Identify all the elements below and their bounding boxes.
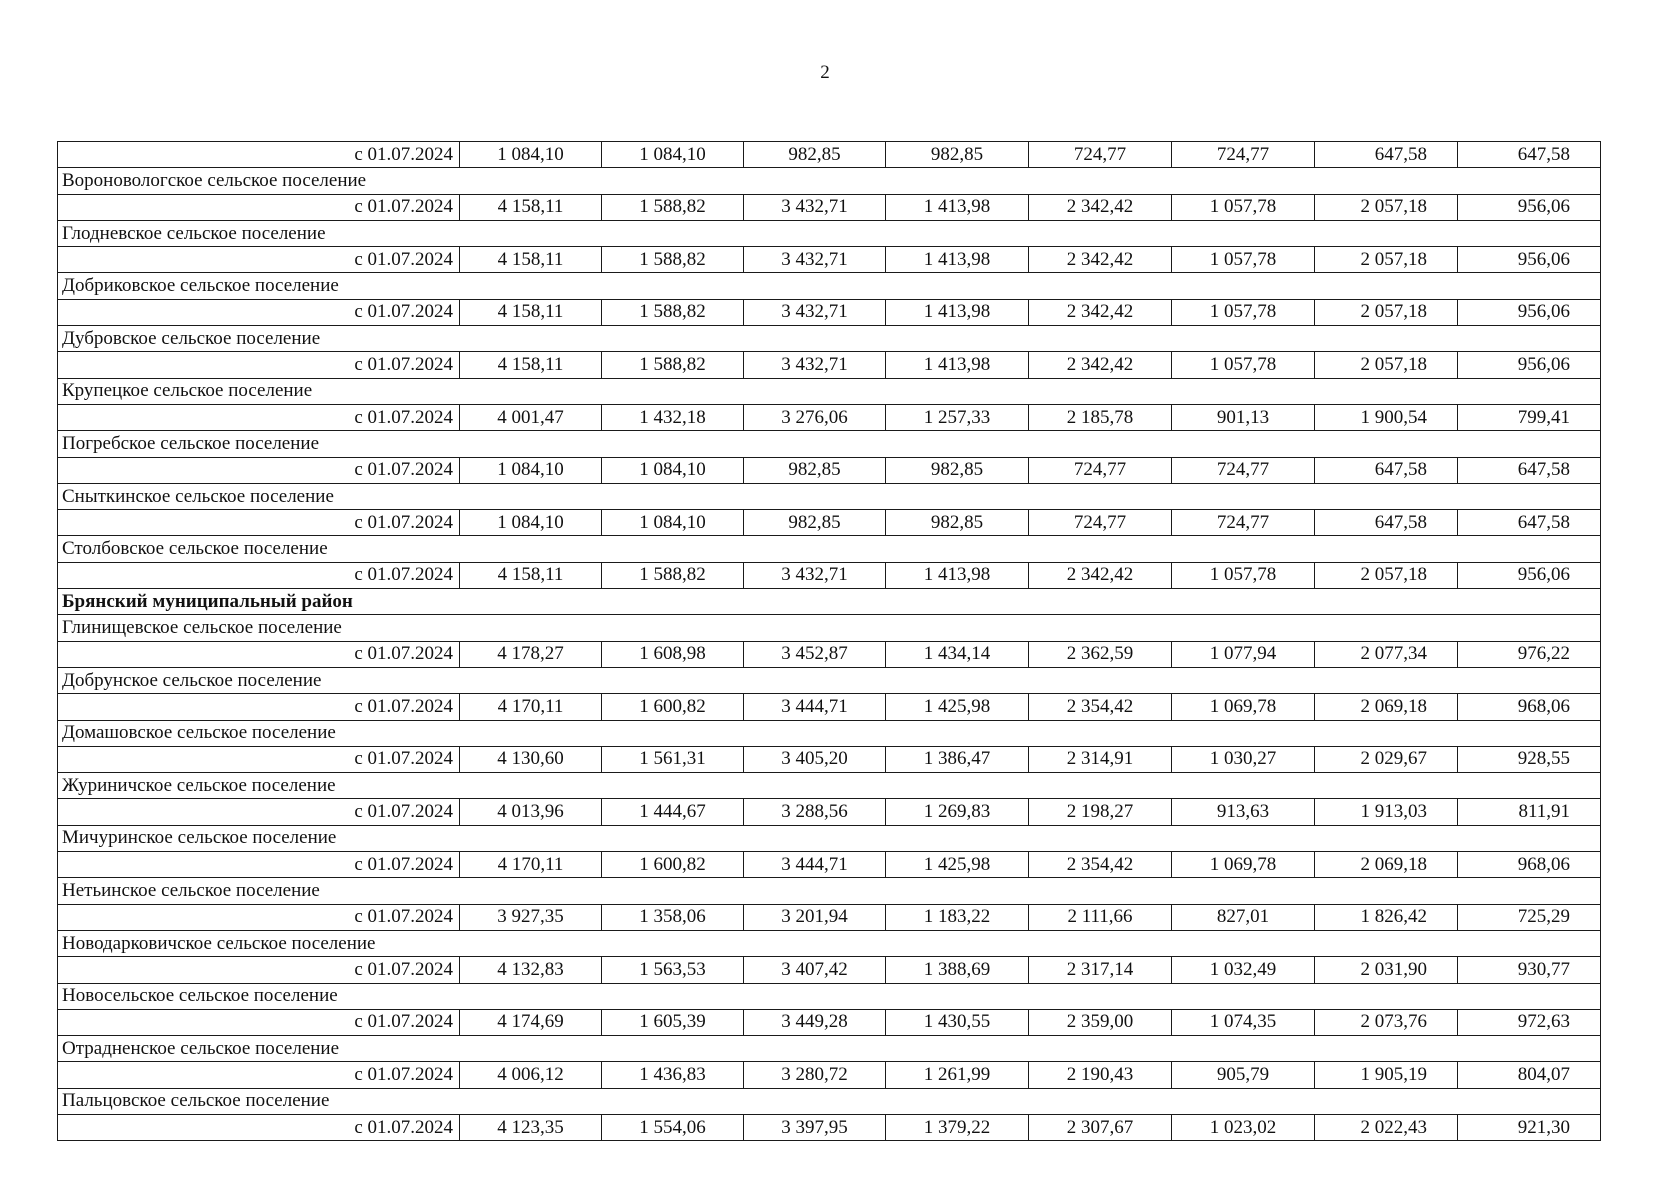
tariff-value-cell: 2 057,18 bbox=[1315, 194, 1458, 220]
tariff-values-row bbox=[58, 510, 1601, 536]
tariff-value-cell: 1 900,54 bbox=[1315, 404, 1458, 430]
effective-date-cell: с 01.07.2024 bbox=[58, 142, 460, 168]
tariff-value-cell: 956,06 bbox=[1458, 194, 1601, 220]
effective-date-cell: с 01.07.2024 bbox=[58, 299, 460, 325]
tariff-value-cell: 1 379,22 bbox=[886, 1114, 1029, 1140]
tariff-value-cell: 647,58 bbox=[1315, 142, 1458, 168]
settlement-name-row bbox=[58, 431, 1601, 457]
settlement-name: Журиничское сельское поселение bbox=[58, 773, 1601, 799]
tariff-value-cell: 1 434,14 bbox=[886, 641, 1029, 667]
tariff-value-cell: 2 069,18 bbox=[1315, 694, 1458, 720]
tariff-value-cell: 4 006,12 bbox=[460, 1062, 602, 1088]
tariff-value-cell: 1 057,78 bbox=[1172, 299, 1315, 325]
tariff-value-cell: 1 826,42 bbox=[1315, 904, 1458, 930]
tariff-table bbox=[57, 141, 1601, 1141]
tariff-value-cell: 1 183,22 bbox=[886, 904, 1029, 930]
tariff-value-cell: 901,13 bbox=[1172, 404, 1315, 430]
tariff-value-cell: 1 032,49 bbox=[1172, 957, 1315, 983]
tariff-value-cell: 4 178,27 bbox=[460, 641, 602, 667]
settlement-name: Нетьинское сельское поселение bbox=[58, 878, 1601, 904]
tariff-value-cell: 4 123,35 bbox=[460, 1114, 602, 1140]
tariff-value-cell: 1 588,82 bbox=[602, 562, 744, 588]
tariff-value-cell: 1 588,82 bbox=[602, 247, 744, 273]
tariff-value-cell: 1 358,06 bbox=[602, 904, 744, 930]
tariff-value-cell: 1 608,98 bbox=[602, 641, 744, 667]
tariff-value-cell: 2 077,34 bbox=[1315, 641, 1458, 667]
tariff-value-cell: 2 307,67 bbox=[1029, 1114, 1172, 1140]
tariff-value-cell: 1 388,69 bbox=[886, 957, 1029, 983]
tariff-value-cell: 647,58 bbox=[1315, 510, 1458, 536]
effective-date-cell: с 01.07.2024 bbox=[58, 852, 460, 878]
tariff-value-cell: 3 432,71 bbox=[744, 562, 886, 588]
tariff-values-row bbox=[58, 799, 1601, 825]
tariff-value-cell: 976,22 bbox=[1458, 641, 1601, 667]
tariff-value-cell: 2 031,90 bbox=[1315, 957, 1458, 983]
tariff-value-cell: 956,06 bbox=[1458, 352, 1601, 378]
settlement-name-row bbox=[58, 930, 1601, 956]
settlement-name: Добрунское сельское поселение bbox=[58, 667, 1601, 693]
tariff-value-cell: 1 030,27 bbox=[1172, 746, 1315, 772]
tariff-value-cell: 4 158,11 bbox=[460, 247, 602, 273]
tariff-value-cell: 2 342,42 bbox=[1029, 299, 1172, 325]
tariff-value-cell: 1 432,18 bbox=[602, 404, 744, 430]
settlement-name: Столбовское сельское поселение bbox=[58, 536, 1601, 562]
settlement-name-row bbox=[58, 168, 1601, 194]
tariff-value-cell: 1 023,02 bbox=[1172, 1114, 1315, 1140]
tariff-value-cell: 1 261,99 bbox=[886, 1062, 1029, 1088]
tariff-value-cell: 1 600,82 bbox=[602, 852, 744, 878]
tariff-value-cell: 3 432,71 bbox=[744, 352, 886, 378]
tariff-value-cell: 1 084,10 bbox=[602, 457, 744, 483]
tariff-value-cell: 956,06 bbox=[1458, 247, 1601, 273]
settlement-name-row bbox=[58, 878, 1601, 904]
effective-date-cell: с 01.07.2024 bbox=[58, 1009, 460, 1035]
tariff-value-cell: 1 561,31 bbox=[602, 746, 744, 772]
tariff-values-row bbox=[58, 457, 1601, 483]
district-name: Брянский муниципальный район bbox=[58, 589, 1601, 615]
tariff-value-cell: 972,63 bbox=[1458, 1009, 1601, 1035]
effective-date-cell: с 01.07.2024 bbox=[58, 694, 460, 720]
tariff-value-cell: 4 158,11 bbox=[460, 352, 602, 378]
tariff-value-cell: 3 280,72 bbox=[744, 1062, 886, 1088]
effective-date-cell: с 01.07.2024 bbox=[58, 562, 460, 588]
effective-date-cell: с 01.07.2024 bbox=[58, 1114, 460, 1140]
tariff-value-cell: 2 359,00 bbox=[1029, 1009, 1172, 1035]
settlement-name: Добриковское сельское поселение bbox=[58, 273, 1601, 299]
tariff-value-cell: 1 257,33 bbox=[886, 404, 1029, 430]
tariff-value-cell: 1 425,98 bbox=[886, 852, 1029, 878]
effective-date-cell: с 01.07.2024 bbox=[58, 457, 460, 483]
tariff-value-cell: 804,07 bbox=[1458, 1062, 1601, 1088]
tariff-value-cell: 2 111,66 bbox=[1029, 904, 1172, 930]
tariff-value-cell: 3 452,87 bbox=[744, 641, 886, 667]
tariff-value-cell: 1 413,98 bbox=[886, 352, 1029, 378]
settlement-name: Вороновологское сельское поселение bbox=[58, 168, 1601, 194]
tariff-values-row bbox=[58, 694, 1601, 720]
tariff-value-cell: 4 001,47 bbox=[460, 404, 602, 430]
tariff-value-cell: 1 057,78 bbox=[1172, 247, 1315, 273]
tariff-value-cell: 724,77 bbox=[1029, 142, 1172, 168]
tariff-value-cell: 1 413,98 bbox=[886, 194, 1029, 220]
tariff-value-cell: 2 342,42 bbox=[1029, 194, 1172, 220]
tariff-value-cell: 1 084,10 bbox=[602, 142, 744, 168]
district-header-row bbox=[58, 589, 1601, 615]
tariff-value-cell: 1 069,78 bbox=[1172, 852, 1315, 878]
tariff-value-cell: 3 432,71 bbox=[744, 247, 886, 273]
tariff-value-cell: 1 588,82 bbox=[602, 299, 744, 325]
tariff-value-cell: 811,91 bbox=[1458, 799, 1601, 825]
settlement-name-row bbox=[58, 667, 1601, 693]
tariff-value-cell: 930,77 bbox=[1458, 957, 1601, 983]
tariff-value-cell: 968,06 bbox=[1458, 694, 1601, 720]
tariff-value-cell: 1 444,67 bbox=[602, 799, 744, 825]
settlement-name-row bbox=[58, 615, 1601, 641]
tariff-value-cell: 2 073,76 bbox=[1315, 1009, 1458, 1035]
tariff-value-cell: 2 362,59 bbox=[1029, 641, 1172, 667]
tariff-value-cell: 1 563,53 bbox=[602, 957, 744, 983]
settlement-name: Новодарковичское сельское поселение bbox=[58, 930, 1601, 956]
tariff-value-cell: 982,85 bbox=[744, 142, 886, 168]
tariff-value-cell: 982,85 bbox=[744, 510, 886, 536]
tariff-values-row bbox=[58, 299, 1601, 325]
tariff-value-cell: 2 185,78 bbox=[1029, 404, 1172, 430]
tariff-value-cell: 982,85 bbox=[886, 457, 1029, 483]
settlement-name-row bbox=[58, 378, 1601, 404]
effective-date-cell: с 01.07.2024 bbox=[58, 746, 460, 772]
tariff-value-cell: 1 057,78 bbox=[1172, 562, 1315, 588]
tariff-value-cell: 3 407,42 bbox=[744, 957, 886, 983]
page-number: 2 bbox=[820, 62, 830, 83]
tariff-value-cell: 1 600,82 bbox=[602, 694, 744, 720]
tariff-value-cell: 982,85 bbox=[886, 510, 1029, 536]
settlement-name-row bbox=[58, 825, 1601, 851]
tariff-value-cell: 1 057,78 bbox=[1172, 194, 1315, 220]
tariff-value-cell: 2 057,18 bbox=[1315, 352, 1458, 378]
tariff-value-cell: 2 057,18 bbox=[1315, 562, 1458, 588]
tariff-value-cell: 3 201,94 bbox=[744, 904, 886, 930]
tariff-value-cell: 2 314,91 bbox=[1029, 746, 1172, 772]
settlement-name-row bbox=[58, 773, 1601, 799]
tariff-value-cell: 3 405,20 bbox=[744, 746, 886, 772]
tariff-value-cell: 3 397,95 bbox=[744, 1114, 886, 1140]
tariff-value-cell: 3 288,56 bbox=[744, 799, 886, 825]
tariff-value-cell: 1 074,35 bbox=[1172, 1009, 1315, 1035]
tariff-value-cell: 905,79 bbox=[1172, 1062, 1315, 1088]
settlement-name: Новосельское сельское поселение bbox=[58, 983, 1601, 1009]
effective-date-cell: с 01.07.2024 bbox=[58, 641, 460, 667]
tariff-value-cell: 982,85 bbox=[744, 457, 886, 483]
tariff-value-cell: 647,58 bbox=[1458, 457, 1601, 483]
tariff-value-cell: 4 170,11 bbox=[460, 694, 602, 720]
tariff-value-cell: 1 554,06 bbox=[602, 1114, 744, 1140]
tariff-value-cell: 1 057,78 bbox=[1172, 352, 1315, 378]
tariff-value-cell: 4 174,69 bbox=[460, 1009, 602, 1035]
tariff-value-cell: 647,58 bbox=[1458, 142, 1601, 168]
tariff-value-cell: 2 190,43 bbox=[1029, 1062, 1172, 1088]
settlement-name-row bbox=[58, 1036, 1601, 1062]
tariff-value-cell: 2 069,18 bbox=[1315, 852, 1458, 878]
settlement-name: Глинищевское сельское поселение bbox=[58, 615, 1601, 641]
tariff-value-cell: 4 158,11 bbox=[460, 562, 602, 588]
tariff-value-cell: 1 084,10 bbox=[602, 510, 744, 536]
tariff-value-cell: 921,30 bbox=[1458, 1114, 1601, 1140]
tariff-value-cell: 724,77 bbox=[1172, 510, 1315, 536]
effective-date-cell: с 01.07.2024 bbox=[58, 904, 460, 930]
tariff-values-row bbox=[58, 142, 1601, 168]
settlement-name-row bbox=[58, 1088, 1601, 1114]
tariff-value-cell: 4 158,11 bbox=[460, 299, 602, 325]
tariff-values-row bbox=[58, 194, 1601, 220]
tariff-values-row bbox=[58, 1114, 1601, 1140]
tariff-value-cell: 1 413,98 bbox=[886, 299, 1029, 325]
tariff-value-cell: 2 342,42 bbox=[1029, 247, 1172, 273]
tariff-value-cell: 1 905,19 bbox=[1315, 1062, 1458, 1088]
tariff-value-cell: 1 913,03 bbox=[1315, 799, 1458, 825]
tariff-value-cell: 725,29 bbox=[1458, 904, 1601, 930]
settlement-name: Сныткинское сельское поселение bbox=[58, 483, 1601, 509]
tariff-value-cell: 913,63 bbox=[1172, 799, 1315, 825]
effective-date-cell: с 01.07.2024 bbox=[58, 799, 460, 825]
tariff-value-cell: 827,01 bbox=[1172, 904, 1315, 930]
effective-date-cell: с 01.07.2024 bbox=[58, 352, 460, 378]
tariff-value-cell: 1 084,10 bbox=[460, 142, 602, 168]
tariff-values-row bbox=[58, 641, 1601, 667]
tariff-value-cell: 2 342,42 bbox=[1029, 562, 1172, 588]
tariff-value-cell: 2 354,42 bbox=[1029, 852, 1172, 878]
tariff-value-cell: 724,77 bbox=[1029, 457, 1172, 483]
tariff-value-cell: 1 069,78 bbox=[1172, 694, 1315, 720]
tariff-value-cell: 4 130,60 bbox=[460, 746, 602, 772]
tariff-value-cell: 1 077,94 bbox=[1172, 641, 1315, 667]
tariff-value-cell: 3 927,35 bbox=[460, 904, 602, 930]
tariff-value-cell: 724,77 bbox=[1172, 457, 1315, 483]
settlement-name-row bbox=[58, 220, 1601, 246]
tariff-values-row bbox=[58, 746, 1601, 772]
settlement-name: Погребское сельское поселение bbox=[58, 431, 1601, 457]
effective-date-cell: с 01.07.2024 bbox=[58, 1062, 460, 1088]
settlement-name: Мичуринское сельское поселение bbox=[58, 825, 1601, 851]
tariff-value-cell: 1 413,98 bbox=[886, 562, 1029, 588]
tariff-values-row bbox=[58, 904, 1601, 930]
tariff-value-cell: 1 430,55 bbox=[886, 1009, 1029, 1035]
tariff-value-cell: 1 588,82 bbox=[602, 352, 744, 378]
tariff-value-cell: 1 425,98 bbox=[886, 694, 1029, 720]
settlement-name-row bbox=[58, 720, 1601, 746]
tariff-value-cell: 1 084,10 bbox=[460, 457, 602, 483]
tariff-value-cell: 3 449,28 bbox=[744, 1009, 886, 1035]
tariff-value-cell: 928,55 bbox=[1458, 746, 1601, 772]
settlement-name: Отрадненское сельское поселение bbox=[58, 1036, 1601, 1062]
settlement-name: Глодневское сельское поселение bbox=[58, 220, 1601, 246]
effective-date-cell: с 01.07.2024 bbox=[58, 957, 460, 983]
effective-date-cell: с 01.07.2024 bbox=[58, 404, 460, 430]
tariff-values-row bbox=[58, 562, 1601, 588]
tariff-value-cell: 1 269,83 bbox=[886, 799, 1029, 825]
tariff-value-cell: 2 029,67 bbox=[1315, 746, 1458, 772]
settlement-name: Пальцовское сельское поселение bbox=[58, 1088, 1601, 1114]
effective-date-cell: с 01.07.2024 bbox=[58, 194, 460, 220]
tariff-value-cell: 1 605,39 bbox=[602, 1009, 744, 1035]
tariff-value-cell: 956,06 bbox=[1458, 299, 1601, 325]
tariff-value-cell: 2 057,18 bbox=[1315, 299, 1458, 325]
settlement-name-row bbox=[58, 326, 1601, 352]
tariff-value-cell: 799,41 bbox=[1458, 404, 1601, 430]
tariff-value-cell: 3 444,71 bbox=[744, 694, 886, 720]
tariff-value-cell: 2 022,43 bbox=[1315, 1114, 1458, 1140]
table-body bbox=[58, 142, 1601, 1141]
settlement-name-row bbox=[58, 536, 1601, 562]
settlement-name: Домашовское сельское поселение bbox=[58, 720, 1601, 746]
tariff-value-cell: 2 057,18 bbox=[1315, 247, 1458, 273]
tariff-value-cell: 3 444,71 bbox=[744, 852, 886, 878]
tariff-value-cell: 2 342,42 bbox=[1029, 352, 1172, 378]
tariff-values-row bbox=[58, 352, 1601, 378]
tariff-value-cell: 2 198,27 bbox=[1029, 799, 1172, 825]
tariff-value-cell: 3 432,71 bbox=[744, 299, 886, 325]
tariff-value-cell: 982,85 bbox=[886, 142, 1029, 168]
tariff-values-row bbox=[58, 1009, 1601, 1035]
tariff-value-cell: 724,77 bbox=[1172, 142, 1315, 168]
tariff-value-cell: 1 588,82 bbox=[602, 194, 744, 220]
tariff-value-cell: 3 432,71 bbox=[744, 194, 886, 220]
tariff-value-cell: 4 158,11 bbox=[460, 194, 602, 220]
effective-date-cell: с 01.07.2024 bbox=[58, 510, 460, 536]
settlement-name-row bbox=[58, 983, 1601, 1009]
tariff-value-cell: 1 084,10 bbox=[460, 510, 602, 536]
tariff-value-cell: 647,58 bbox=[1315, 457, 1458, 483]
effective-date-cell: с 01.07.2024 bbox=[58, 247, 460, 273]
tariff-values-row bbox=[58, 404, 1601, 430]
tariff-values-row bbox=[58, 247, 1601, 273]
tariff-value-cell: 3 276,06 bbox=[744, 404, 886, 430]
settlement-name: Дубровское сельское поселение bbox=[58, 326, 1601, 352]
tariff-value-cell: 724,77 bbox=[1029, 510, 1172, 536]
tariff-values-row bbox=[58, 1062, 1601, 1088]
tariff-value-cell: 1 413,98 bbox=[886, 247, 1029, 273]
tariff-value-cell: 4 170,11 bbox=[460, 852, 602, 878]
tariff-value-cell: 1 436,83 bbox=[602, 1062, 744, 1088]
settlement-name-row bbox=[58, 273, 1601, 299]
tariff-value-cell: 968,06 bbox=[1458, 852, 1601, 878]
tariff-values-row bbox=[58, 957, 1601, 983]
tariff-value-cell: 2 317,14 bbox=[1029, 957, 1172, 983]
tariff-value-cell: 4 132,83 bbox=[460, 957, 602, 983]
settlement-name-row bbox=[58, 483, 1601, 509]
settlement-name: Крупецкое сельское поселение bbox=[58, 378, 1601, 404]
tariff-value-cell: 4 013,96 bbox=[460, 799, 602, 825]
tariff-value-cell: 956,06 bbox=[1458, 562, 1601, 588]
tariff-value-cell: 647,58 bbox=[1458, 510, 1601, 536]
tariff-value-cell: 1 386,47 bbox=[886, 746, 1029, 772]
tariff-values-row bbox=[58, 852, 1601, 878]
tariff-value-cell: 2 354,42 bbox=[1029, 694, 1172, 720]
